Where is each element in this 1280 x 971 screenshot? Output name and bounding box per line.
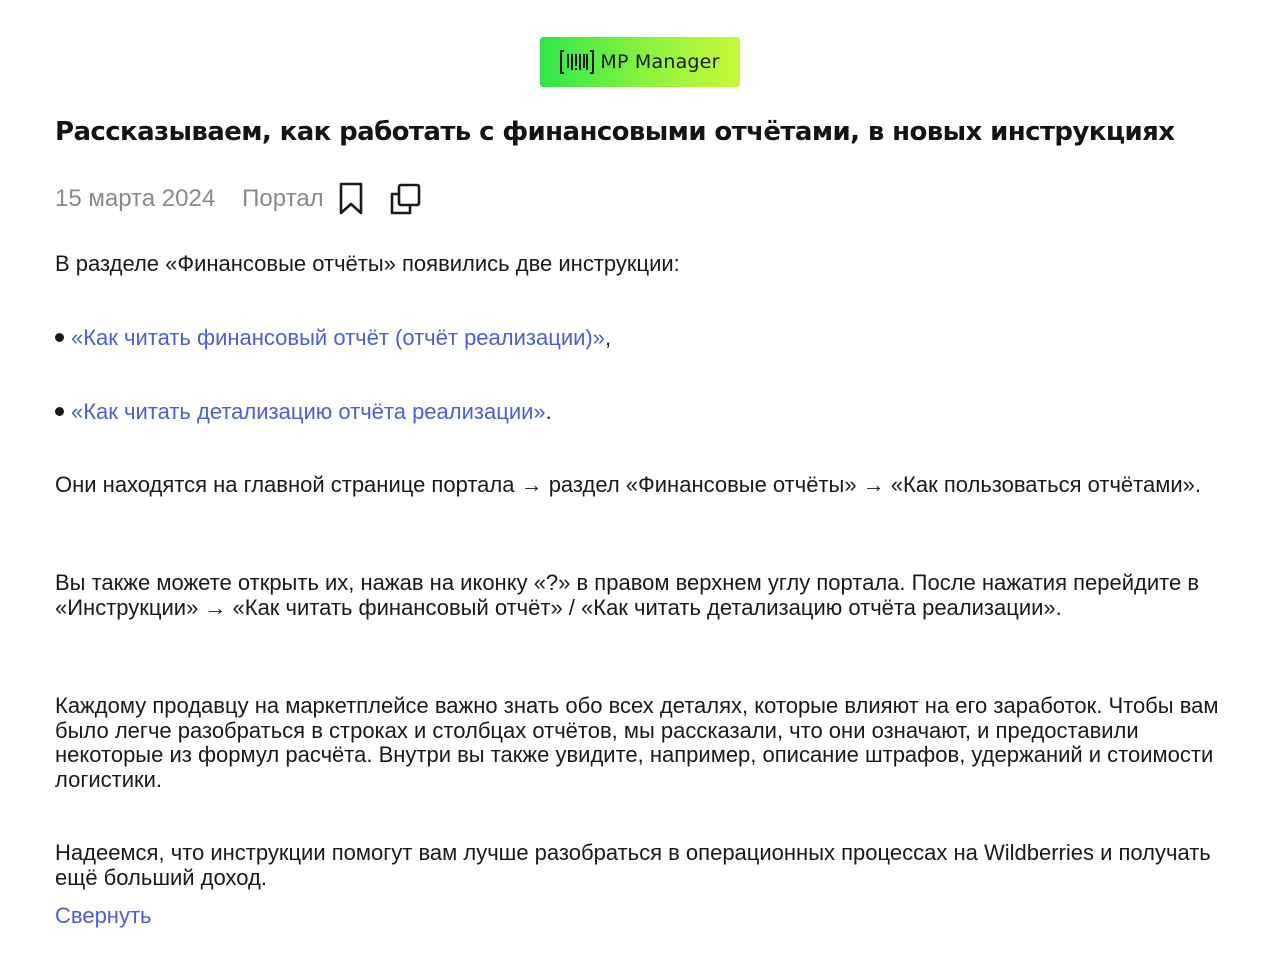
article-source: Портал xyxy=(242,185,324,212)
closing-paragraph: Надеемся, что инструкции помогут вам лучше разобраться в операционных процессах на Wildberries и получать ещё больший доход. xyxy=(55,840,1211,890)
mp-manager-badge xyxy=(540,37,740,87)
bullet-dot xyxy=(55,333,64,342)
instruction-link-report-details[interactable]: «Как читать детализацию отчёта реализации» xyxy=(71,399,546,424)
location-paragraph: Они находятся на главной странице портала → раздел «Финансовые отчёты» → «Как пользоваться отчётами». xyxy=(55,472,1201,497)
barcode-icon xyxy=(560,49,594,75)
bookmark-button[interactable] xyxy=(338,182,388,216)
copy-button[interactable] xyxy=(388,182,422,216)
article-date: 15 марта 2024 xyxy=(55,185,216,212)
article-title: Рассказываем, как работать с финансовыми отчётами, в новых инструкциях xyxy=(55,117,1175,147)
list-item-suffix: . xyxy=(545,399,552,424)
bookmark-icon xyxy=(338,182,364,216)
intro-paragraph: В разделе «Финансовые отчёты» появились две инструкции: xyxy=(55,251,680,276)
badge-label: MP Manager xyxy=(600,51,720,73)
copy-icon xyxy=(388,182,422,216)
details-paragraph: Каждому продавцу на маркетплейсе важно знать обо всех деталях, которые влияют на его заработок. Чтобы вам было легче разобраться в строках и столбцах отчётов, мы рассказали, что они означают, и предоставили некоторые из формул расчёта. Внутри вы также увидите, например, описание штрафов, удержаний и стоимости логистики. xyxy=(55,693,1219,792)
article-meta xyxy=(55,180,422,218)
list-item xyxy=(55,399,552,425)
bullet-dot xyxy=(55,407,64,416)
list-item xyxy=(55,325,611,351)
list-item-suffix: , xyxy=(604,325,612,350)
instruction-link-financial-report[interactable]: «Как читать финансовый отчёт (отчёт реализации)» xyxy=(71,325,605,350)
collapse-link[interactable]: Свернуть xyxy=(55,903,152,928)
help-icon-paragraph: Вы также можете открыть их, нажав на иконку «?» в правом верхнем углу портала. После нажатия перейдите в «Инструкции» → «Как читать финансовый отчёт» / «Как читать детализацию отчёта реализации». xyxy=(55,570,1200,620)
